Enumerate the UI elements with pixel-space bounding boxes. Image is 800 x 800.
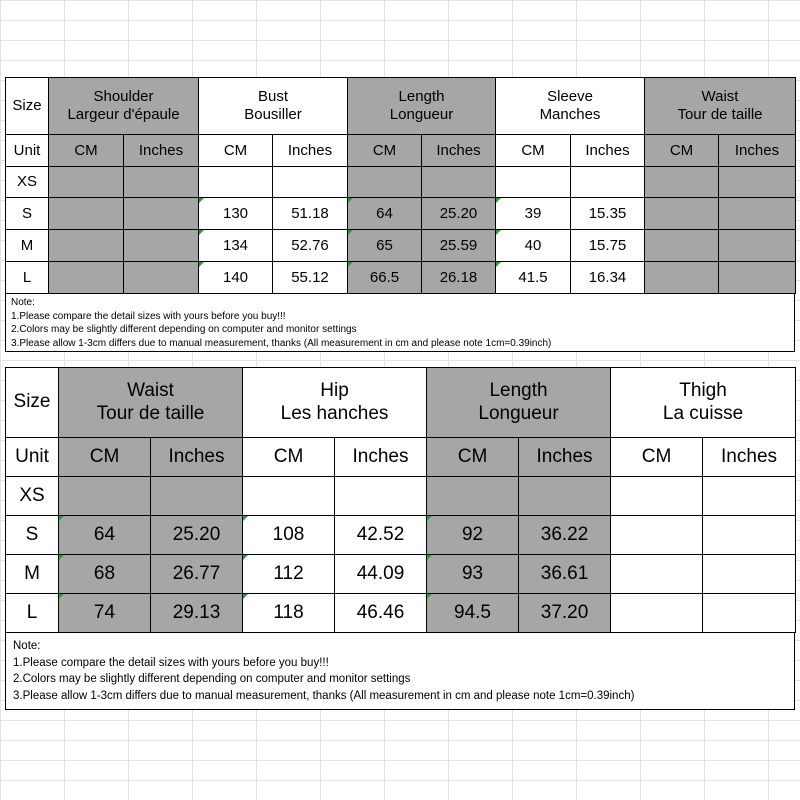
group-label-en: Bust	[257, 88, 288, 105]
value-cell	[645, 198, 719, 230]
value-cell: 130	[199, 198, 273, 230]
value-cell: 42.52	[335, 516, 427, 555]
value-cell	[719, 262, 796, 294]
table-row	[6, 555, 796, 594]
value-cell: 93	[427, 555, 519, 594]
value-cell	[703, 555, 796, 594]
group-label-fr: Longueur	[389, 106, 454, 123]
value-cell: 108	[243, 516, 335, 555]
column-group-header	[243, 368, 427, 438]
group-label-en: Waist	[701, 88, 739, 105]
value-cell: 92	[427, 516, 519, 555]
value-cell: 25.20	[422, 198, 496, 230]
value-cell	[273, 167, 348, 198]
value-cell	[348, 167, 422, 198]
note-line: 1.Please compare the detail sizes with yours before you buy!!!	[13, 656, 329, 669]
value-cell: 26.18	[422, 262, 496, 294]
value-cell	[719, 230, 796, 262]
value-cell	[571, 167, 645, 198]
unit-cell: CM	[199, 135, 273, 167]
value-cell	[422, 167, 496, 198]
value-cell: 36.22	[519, 516, 611, 555]
note-heading: Note:	[11, 297, 35, 308]
size-header: Size	[6, 368, 59, 438]
value-cell: 52.76	[273, 230, 348, 262]
column-group-header	[59, 368, 243, 438]
value-cell	[49, 230, 124, 262]
table-row	[6, 167, 796, 198]
value-cell: 16.34	[571, 262, 645, 294]
value-cell	[124, 167, 199, 198]
size-cell: S	[6, 516, 59, 555]
note-line: 2.Colors may be slightly different depending on computer and monitor settings	[13, 673, 411, 685]
size-cell: M	[6, 230, 49, 262]
value-cell	[427, 477, 519, 516]
value-cell	[49, 262, 124, 294]
value-cell: 112	[243, 555, 335, 594]
group-label-fr: Longueur	[478, 402, 559, 424]
value-cell	[519, 477, 611, 516]
header-row	[6, 78, 796, 135]
value-cell	[199, 167, 273, 198]
size-table-tops	[5, 77, 796, 294]
value-cell	[124, 262, 199, 294]
group-label-fr: Tour de taille	[96, 402, 205, 424]
value-cell: 66.5	[348, 262, 422, 294]
value-cell: 55.12	[273, 262, 348, 294]
size-cell: S	[6, 198, 49, 230]
column-group-header	[348, 78, 496, 135]
group-label-en: Hip	[320, 379, 349, 401]
value-cell: 51.18	[273, 198, 348, 230]
group-label-fr: Manches	[539, 106, 601, 123]
unit-cell: Inches	[519, 438, 611, 477]
group-label-fr: La cuisse	[662, 402, 744, 424]
unit-row	[6, 135, 796, 167]
column-group-header	[645, 78, 796, 135]
size-chart-tops	[5, 77, 795, 352]
group-label-en: Thigh	[679, 379, 727, 401]
value-cell: 94.5	[427, 594, 519, 633]
value-cell: 40	[496, 230, 571, 262]
value-cell	[496, 167, 571, 198]
unit-cell: CM	[645, 135, 719, 167]
unit-cell: Inches	[273, 135, 348, 167]
value-cell: 118	[243, 594, 335, 633]
value-cell: 134	[199, 230, 273, 262]
unit-cell: CM	[427, 438, 519, 477]
table-row	[6, 594, 796, 633]
size-chart-bottoms	[5, 367, 795, 710]
value-cell: 29.13	[151, 594, 243, 633]
unit-cell: Inches	[703, 438, 796, 477]
value-cell	[645, 167, 719, 198]
group-label-fr: Les hanches	[280, 402, 389, 424]
size-table-bottoms	[5, 367, 796, 633]
unit-cell: CM	[243, 438, 335, 477]
value-cell	[719, 198, 796, 230]
unit-cell: Inches	[151, 438, 243, 477]
column-group-header	[611, 368, 796, 438]
value-cell: 46.46	[335, 594, 427, 633]
column-group-header	[427, 368, 611, 438]
unit-cell: Inches	[422, 135, 496, 167]
value-cell	[611, 555, 703, 594]
table-row	[6, 262, 796, 294]
unit-header: Unit	[6, 135, 49, 167]
value-cell	[59, 477, 151, 516]
value-cell	[703, 516, 796, 555]
value-cell	[611, 516, 703, 555]
size-header: Size	[6, 78, 49, 135]
table-row	[6, 477, 796, 516]
group-label-en: Length	[489, 379, 548, 401]
unit-row	[6, 438, 796, 477]
size-cell: L	[6, 594, 59, 633]
group-label-fr: Bousiller	[244, 106, 302, 123]
unit-cell: Inches	[335, 438, 427, 477]
size-cell: M	[6, 555, 59, 594]
table-row	[6, 516, 796, 555]
unit-cell: CM	[49, 135, 124, 167]
value-cell: 68	[59, 555, 151, 594]
group-label-en: Length	[398, 88, 445, 105]
value-cell: 25.20	[151, 516, 243, 555]
value-cell	[645, 262, 719, 294]
value-cell	[151, 477, 243, 516]
group-label-en: Shoulder	[93, 88, 154, 105]
size-cell: XS	[6, 477, 59, 516]
value-cell	[703, 594, 796, 633]
value-cell	[124, 198, 199, 230]
value-cell: 26.77	[151, 555, 243, 594]
value-cell	[49, 198, 124, 230]
value-cell: 15.75	[571, 230, 645, 262]
note-heading: Note:	[13, 640, 41, 652]
unit-cell: CM	[348, 135, 422, 167]
notes-box	[5, 294, 795, 352]
unit-cell: Inches	[571, 135, 645, 167]
size-cell: XS	[6, 167, 49, 198]
table-row	[6, 198, 796, 230]
group-label-en: Waist	[127, 379, 174, 401]
size-cell: L	[6, 262, 49, 294]
unit-cell: CM	[611, 438, 703, 477]
value-cell	[243, 477, 335, 516]
value-cell: 41.5	[496, 262, 571, 294]
value-cell: 25.59	[422, 230, 496, 262]
value-cell	[124, 230, 199, 262]
value-cell	[611, 477, 703, 516]
value-cell	[719, 167, 796, 198]
column-group-header	[199, 78, 348, 135]
group-label-fr: Largeur d'épaule	[67, 106, 180, 123]
value-cell: 64	[59, 516, 151, 555]
value-cell	[703, 477, 796, 516]
value-cell: 65	[348, 230, 422, 262]
value-cell: 36.61	[519, 555, 611, 594]
value-cell: 15.35	[571, 198, 645, 230]
group-label-fr: Tour de taille	[677, 106, 763, 123]
value-cell	[611, 594, 703, 633]
group-label-en: Sleeve	[547, 88, 593, 105]
note-line: 3.Please allow 1-3cm differs due to manual measurement, thanks (All measurement in cm and please note 1cm=0.39inch)	[13, 689, 635, 702]
unit-cell: Inches	[124, 135, 199, 167]
unit-header: Unit	[6, 438, 59, 477]
unit-cell: CM	[59, 438, 151, 477]
value-cell: 140	[199, 262, 273, 294]
value-cell: 39	[496, 198, 571, 230]
column-group-header	[49, 78, 199, 135]
notes-box	[5, 633, 795, 710]
header-row	[6, 368, 796, 438]
value-cell: 37.20	[519, 594, 611, 633]
note-line: 2.Colors may be slightly different depending on computer and monitor settings	[11, 324, 357, 335]
table-row	[6, 230, 796, 262]
value-cell	[335, 477, 427, 516]
unit-cell: Inches	[719, 135, 796, 167]
note-line: 1.Please compare the detail sizes with yours before you buy!!!	[11, 310, 286, 322]
note-line: 3.Please allow 1-3cm differs due to manual measurement, thanks (All measurement in cm and please note 1cm=0.39inch)	[11, 337, 552, 349]
value-cell: 44.09	[335, 555, 427, 594]
value-cell	[645, 230, 719, 262]
value-cell: 74	[59, 594, 151, 633]
value-cell	[49, 167, 124, 198]
value-cell: 64	[348, 198, 422, 230]
unit-cell: CM	[496, 135, 571, 167]
column-group-header	[496, 78, 645, 135]
